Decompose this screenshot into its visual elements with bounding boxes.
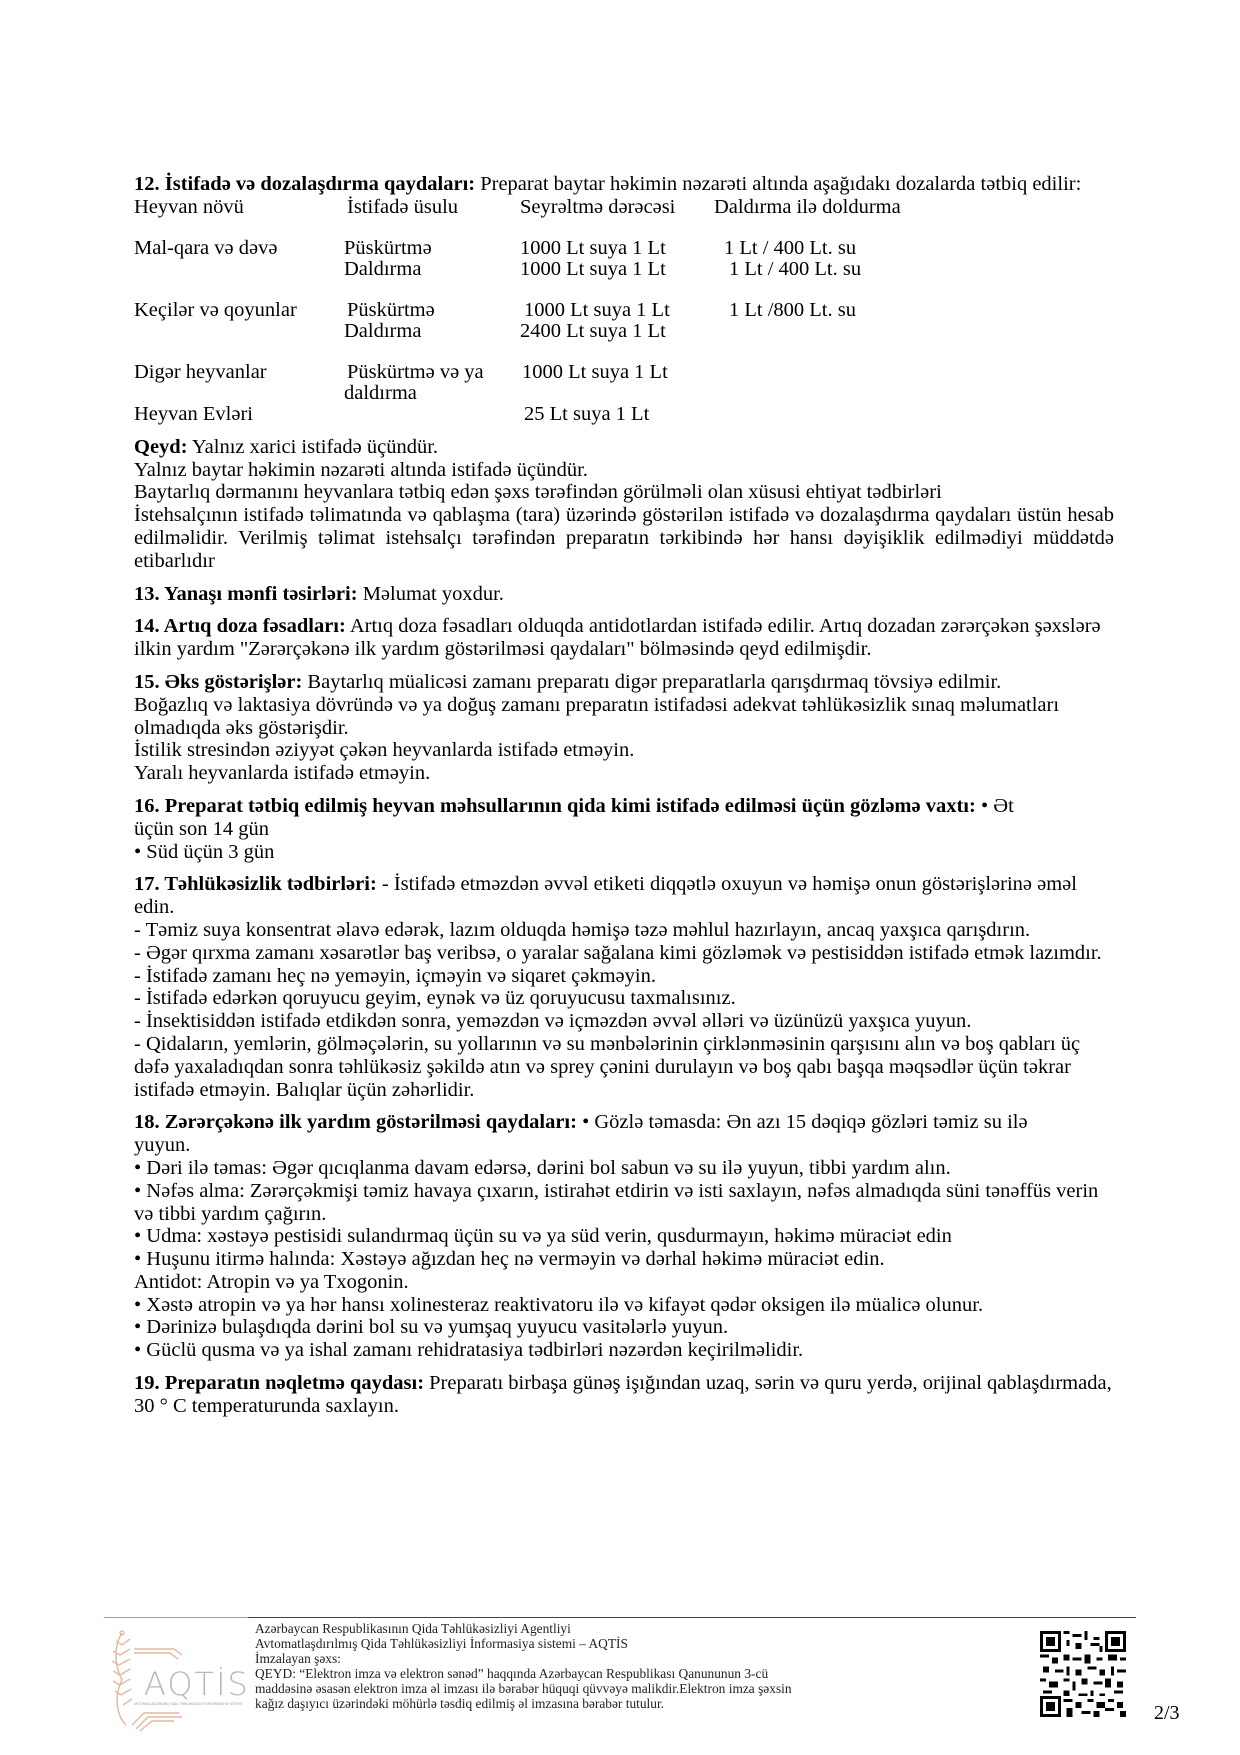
section-15-title: 15. Əks göstərişlər: [134, 670, 303, 693]
table-cell-method: Püskürtmə [347, 298, 435, 321]
table-cell-dilution: 1000 Lt suya 1 Lt [520, 257, 666, 280]
table-cell-method: Daldırma [344, 257, 422, 280]
table-header-animal: Heyvan növü [134, 195, 244, 218]
table-cell-method: Daldırma [344, 319, 422, 342]
section-18-line: • Nəfəs alma: Zərərçəkmişi təmiz havaya çıxarın, istirahət etdirin və isti saxlayın, nəfəs almadıqda süni tənəffüs verin və tibbi yardım çağırın. [134, 1179, 1099, 1225]
wheat-circuit-icon [104, 1625, 254, 1735]
table-cell-fill: 1 Lt / 400 Lt. su [729, 257, 862, 280]
section-15-line: Boğazlıq və laktasiya dövründə və ya doğuş zamanı preparatın istifadəsi adekvat təhlükəsizlik sınaq məlumatları olmadıqda əks göstərişdir. [134, 693, 1060, 739]
note-line: İstehsalçının istifadə təlimatında və qablaşma (tara) üzərində göstərilən istifadə və dozalaşdırma qaydaları üstün hesab edilməlidir. Verilmiş təlimat istehsalçı tərəfindən preparatın tərkibində hər hansı dəyişiklik edilmədiyi müddətdə etibarlıdır [134, 504, 1114, 572]
footer-note: maddəsinə əsasən elektron imza əl imzası ilə bərabər hüquqi qüvvəyə malikdir.Elektron imza şəxsin [255, 1681, 792, 1696]
dosage-table [134, 196, 1114, 428]
section-17-text: - İstifadə etməzdən əvvəl etiketi diqqətlə oxuyun və həmişə onun göstərişlərinə əməl edin. [134, 873, 1077, 919]
section-12-title: 12. İstifadə və dozalaşdırma qaydaları: [134, 173, 476, 195]
note-line: Yalnız baytar həkimin nəzarəti altında istifadə üçündür. [134, 458, 588, 481]
section-18-line: • Huşunu itirmə halında: Xəstəyə ağızdan heç nə verməyin və dərhal həkimə müraciət edin. [134, 1248, 885, 1271]
footer-note: kağız daşıyıcı üzərindəki möhürlə təsdiq edilmiş əl imzasına bərabər tutulur. [255, 1696, 665, 1711]
footer-signer: İmzalayan şəxs: [255, 1651, 341, 1666]
table-header-fill: Daldırma ilə doldurma [714, 195, 901, 218]
table-cell-method: Püskürtmə və ya [347, 360, 484, 383]
section-12-note [134, 436, 1114, 573]
section-17 [134, 873, 1114, 1101]
section-19-title: 19. Preparatın nəqletmə qaydası: [134, 1372, 425, 1395]
section-19 [134, 1372, 1114, 1418]
section-18 [134, 1111, 1114, 1362]
section-17-line: - İstifadə zamanı heç nə yeməyin, içməyin və siqaret çəkməyin. [134, 964, 656, 987]
section-13-text: Məlumat yoxdur. [357, 582, 504, 605]
section-16-text: • Ət üçün son 14 gün [134, 794, 1014, 840]
section-18-text: • Gözlə təmasda: Ən azı 15 dəqiqə gözləri təmiz su ilə yuyun. [134, 1111, 1028, 1157]
section-16-title: 16. Preparat tətbiq edilmiş heyvan məhsullarının qida kimi istifadə edilməsi üçün gözləmə vaxtı: [134, 794, 976, 817]
table-header-dilution: Seyrəltmə dərəcəsi [520, 195, 676, 218]
section-18-line: • Dərinizə bulaşdıqda dərini bol su və yumşaq yuyucu vasitələrlə yuyun. [134, 1316, 729, 1339]
table-cell-dilution: 25 Lt suya 1 Lt [524, 402, 650, 425]
section-18-line: Antidot: Atropin və ya Txogonin. [134, 1270, 409, 1293]
section-14 [134, 615, 1114, 661]
qr-code-icon [1040, 1631, 1126, 1717]
section-17-line: - Təmiz suya konsentrat əlavə edərək, lazım olduqda həmişə təzə məhlul hazırlayın, ancaq yaxşıca qarışdırın. [134, 918, 1031, 941]
note-label: Qeyd: [134, 435, 188, 458]
aqtis-logo [104, 1625, 254, 1735]
document-body [134, 173, 1114, 1428]
section-12 [134, 173, 1114, 573]
section-18-line: • Udma: xəstəyə pestisidi sulandırmaq üçün su və ya süd verin, qusdurmayın, həkimə müraciət edin [134, 1225, 952, 1248]
footer-agency: Azərbaycan Respublikasının Qida Təhlükəsizliyi Agentliyi [255, 1621, 571, 1636]
section-17-title: 17. Təhlükəsizlik tədbirləri: [134, 873, 377, 896]
footer-text [255, 1621, 895, 1711]
table-cell-animal: Digər heyvanlar [134, 360, 267, 383]
section-15-line: İstilik stresindən əziyyət çəkən heyvanlarda istifadə etməyin. [134, 739, 635, 762]
section-18-title: 18. Zərərçəkənə ilk yardım göstərilməsi qaydaları: [134, 1111, 577, 1134]
table-cell-dilution: 1000 Lt suya 1 Lt [520, 236, 666, 259]
page-number: 2/3 [1154, 1702, 1180, 1724]
section-18-line: • Xəstə atropin və ya hər hansı xolinesteraz reaktivatoru ilə və kifayət qədər oksigen ilə müalicə olunur. [134, 1293, 984, 1316]
section-19-text: Preparatı birbaşa günəş işığından uzaq, sərin və quru yerdə, orijinal qablaşdırmada, 30 ° C temperaturunda saxlayın. [134, 1372, 1112, 1417]
table-cell-animal: Heyvan Evləri [134, 402, 253, 425]
note-line: Yalnız xarici istifadə üçündür. [187, 435, 439, 458]
table-cell-dilution: 1000 Lt suya 1 Lt [522, 360, 668, 383]
note-line: Baytarlıq dərmanını heyvanlara tətbiq edən şəxs tərəfindən görülməli olan xüsusi ehtiyat tədbirləri [134, 481, 942, 504]
section-16 [134, 795, 1114, 863]
section-14-text: Artıq doza fəsadları olduqda antidotlardan istifadə edilir. Artıq dozadan zərərçəkən şəxslərə ilkin yardım "Zərərçəkənə ilk yardım göstərilməsi qaydaları" bölməsində qeyd edilmişdir. [134, 615, 1101, 661]
footer-divider [248, 1617, 1136, 1618]
section-18-line: • Güclü qusma və ya ishal zamanı rehidratasiya tədbirləri nəzərdən keçirilməlidir. [134, 1339, 804, 1362]
table-cell-method: Püskürtmə [344, 236, 432, 259]
table-cell-fill: 1 Lt /800 Lt. su [729, 298, 856, 321]
section-17-line: - Əgər qırxma zamanı xəsarətlər baş veribsə, o yaralar sağalana kimi gözləmək və pestisiddən istifadə etmək lazımdır. [134, 941, 1102, 964]
section-15-line: Yaralı heyvanlarda istifadə etməyin. [134, 762, 431, 785]
table-cell-dilution: 1000 Lt suya 1 Lt [524, 298, 670, 321]
section-15 [134, 671, 1114, 785]
section-13-title: 13. Yanaşı mənfi təsirləri: [134, 582, 358, 605]
section-12-intro: Preparat baytar həkimin nəzarəti altında aşağıdakı dozalarda tətbiq edilir: [475, 173, 1082, 195]
footer-note: QEYD: “Elektron imza və elektron sənəd” haqqında Azərbaycan Respublikası Qanununun 3-cü [255, 1666, 769, 1681]
table-cell-animal: Mal-qara və dəvə [134, 236, 278, 259]
footer-system: Avtomatlaşdırılmış Qida Təhlükəsizliyi İnformasiya sistemi – AQTİS [255, 1636, 628, 1651]
section-17-line: - İnsektisiddən istifadə etdikdən sonra, yeməzdən və içməzdən əvvəl əlləri və üzünüzü yaxşıca yuyun. [134, 1010, 972, 1033]
svg-text:AQTİS: AQTİS [144, 1665, 250, 1703]
table-cell-fill: 1 Lt / 400 Lt. su [724, 236, 857, 259]
table-cell-method: daldırma [344, 381, 417, 404]
table-cell-dilution: 2400 Lt suya 1 Lt [520, 319, 666, 342]
section-16-line: • Süd üçün 3 gün [134, 840, 275, 863]
section-18-line: • Dəri ilə təmas: Əgər qıcıqlanma davam edərsə, dərini bol sabun və su ilə yuyun, tibbi yardım alın. [134, 1156, 951, 1179]
section-14-title: 14. Artıq doza fəsadları: [134, 615, 346, 638]
svg-text:AVTOMATLAŞDIRILMIŞ QİDA TƏHLÜK: AVTOMATLAŞDIRILMIŞ QİDA TƏHLÜKƏSİZLİYİ İNFORMASİYA SİSTEMİ [134, 1702, 242, 1706]
section-17-line: - Qidaların, yemlərin, gölməçələrin, su yollarının və su mənbələrinin çirklənməsinin qarşısını alın və boş qabları üç dəfə yaxaladıqdan sonra təhlükəsiz şəkildə atın və sprey çənini durulayın və boş qabı başqa məqsədlər üçün təkrar istifadə etməyin. Balıqlar üçün zəhərlidir. [134, 1032, 1081, 1101]
section-13 [134, 583, 1114, 606]
table-cell-animal: Keçilər və qoyunlar [134, 298, 297, 321]
footer-divider-accent [104, 1617, 248, 1618]
section-17-line: - İstifadə edərkən qoruyucu geyim, eynək və üz qoruyucusu taxmalısınız. [134, 987, 736, 1010]
table-header-method: İstifadə üsulu [347, 195, 459, 218]
section-15-text: Baytarlıq müalicəsi zamanı preparatı digər preparatlarla qarışdırmaq tövsiyə edilmir. [302, 670, 1002, 693]
